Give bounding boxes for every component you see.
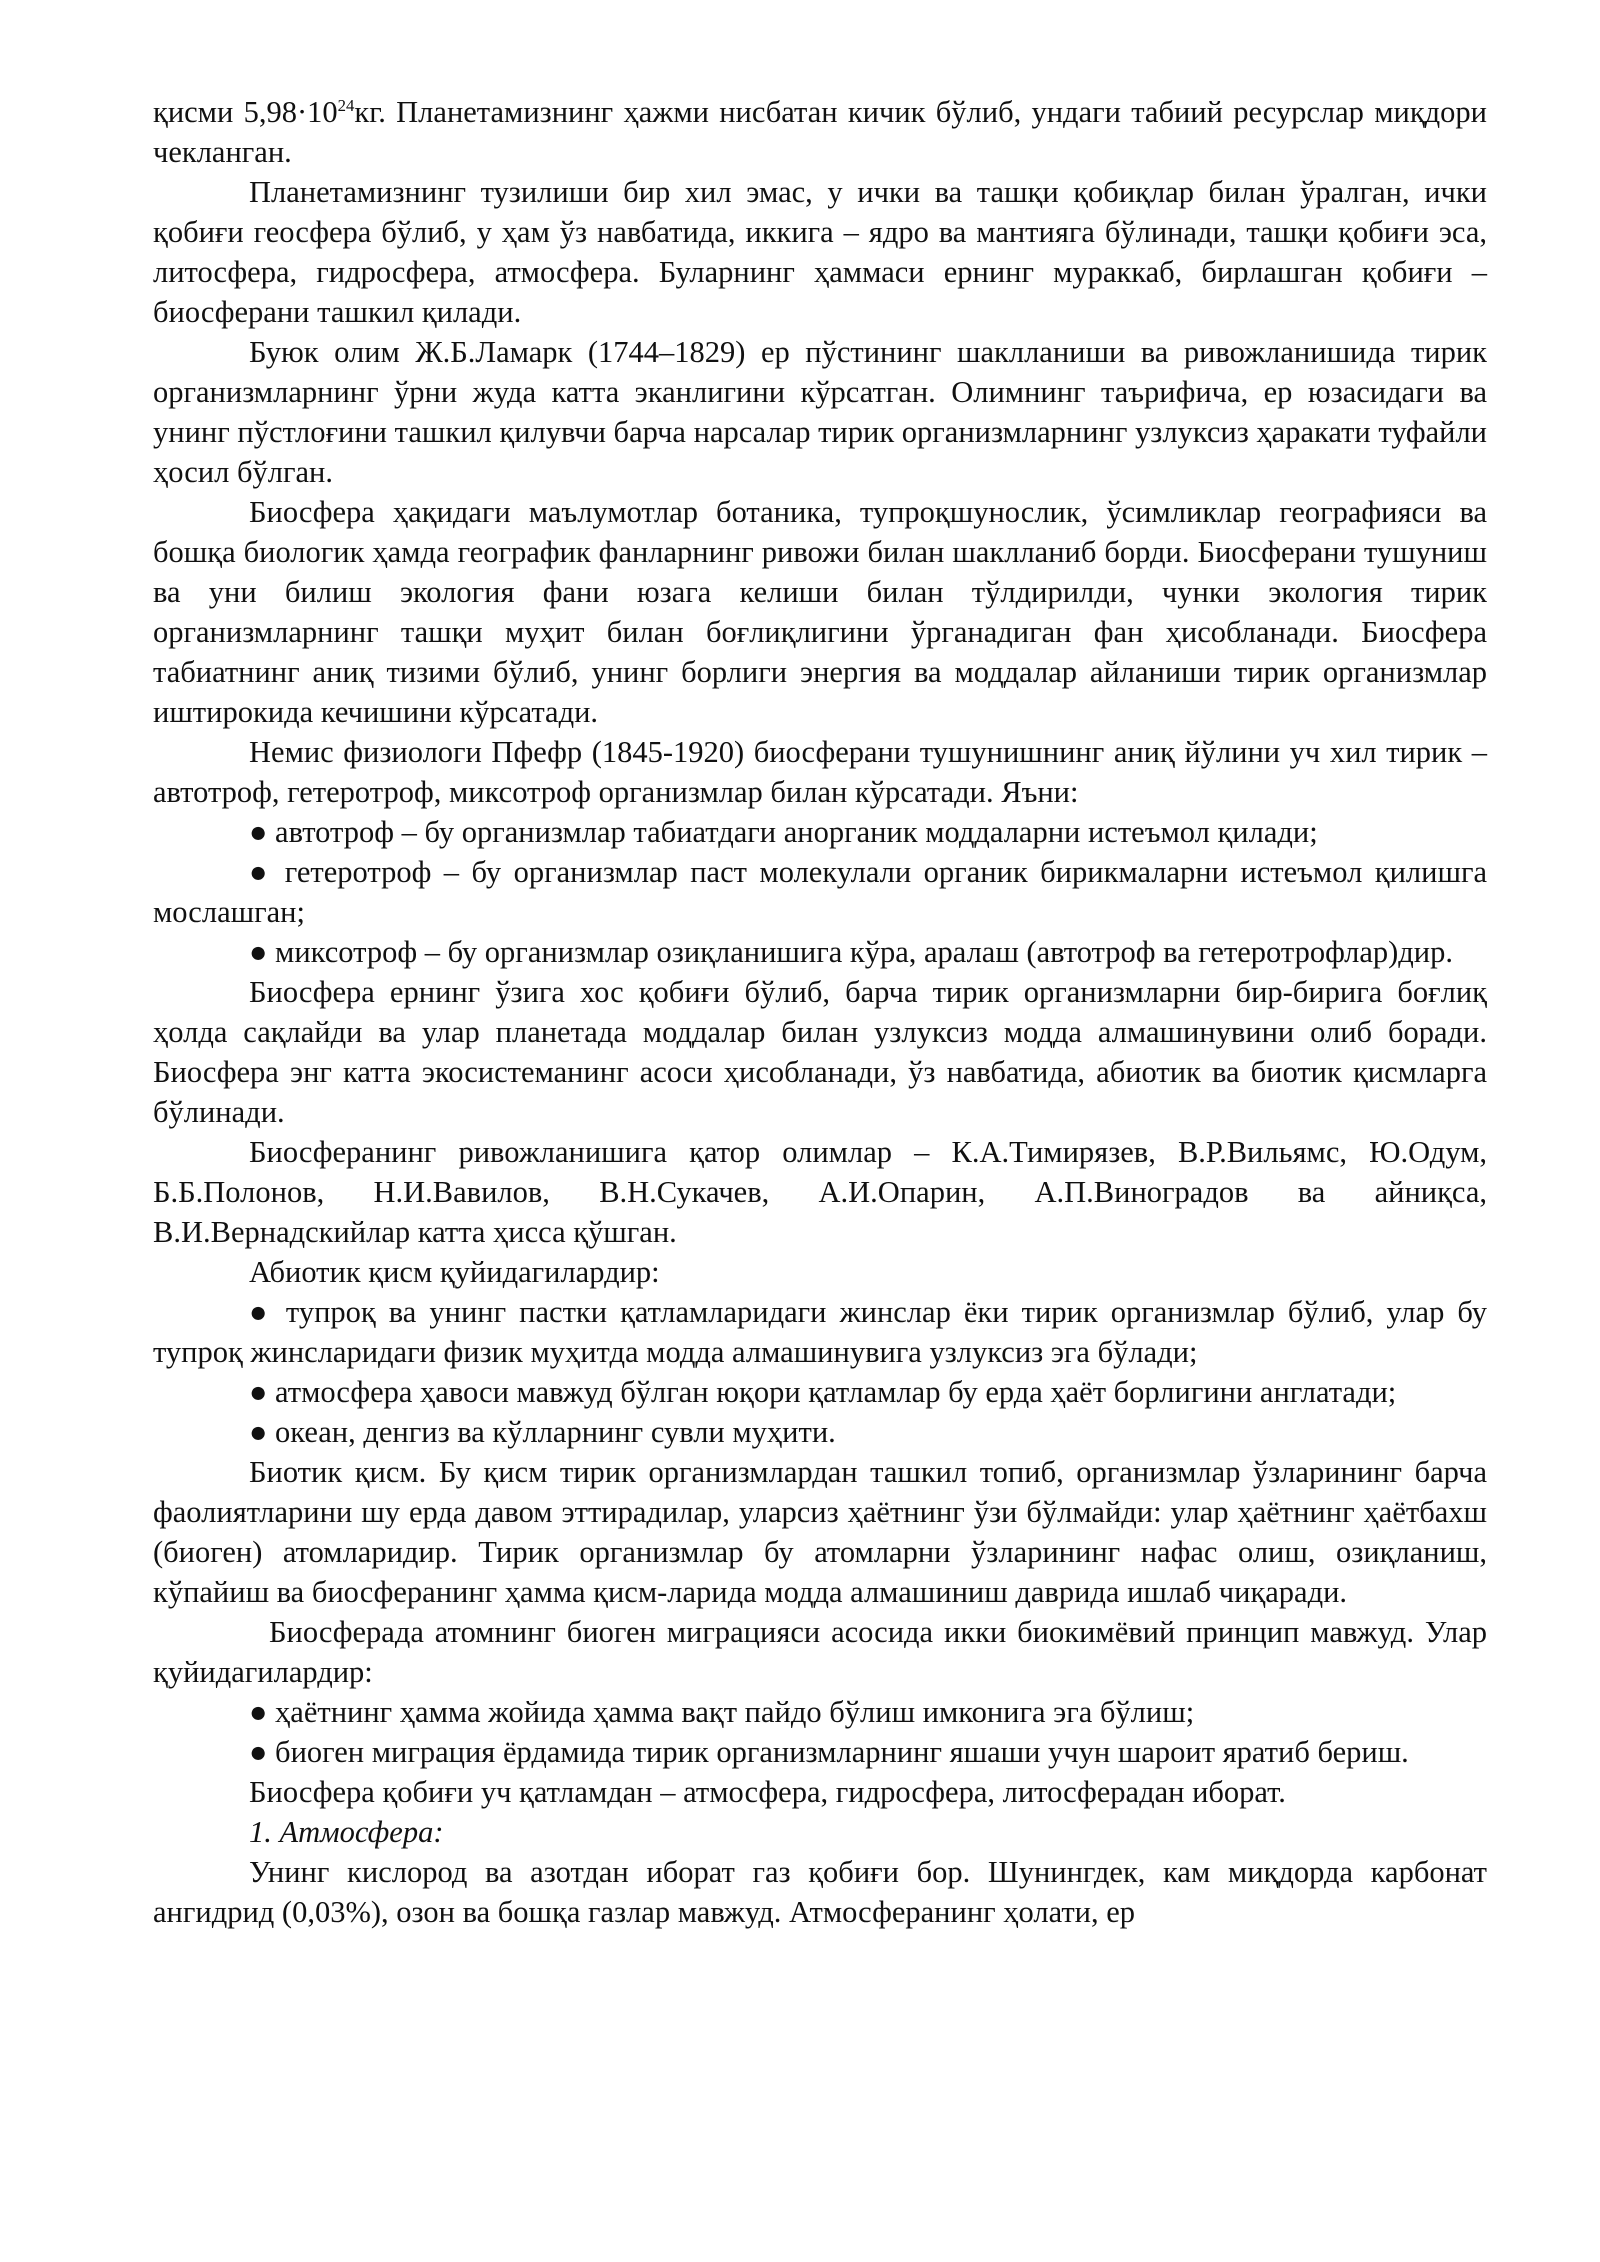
paragraph-scientists: Биосферанинг ривожланишига қатор олимлар – К.А.Тимирязев, В.Р.Вильямс, Ю.Одум, Б.Б.Полонов, Н.И.Вавилов, В.Н.Сукачев, А.И.Опарин, А.П.Виноградов ва айниқса, В.И.Вернадскийлар катта ҳисса қўшган.	[153, 1135, 1487, 1249]
paragraph-biotic: Биотик қисм. Бу қисм тирик организмлардан ташкил топиб, организмлар ўзларининг барча фаолиятларини шу ерда давом эттирадилар, уларсиз ҳаётнинг ўзи бўлмайди: улар ҳаётнинг ҳаётбахш (биоген) атомларидир. Тирик организмлар бу атомларни ўзларининг нафас олиш, озиқланиш, кўпайиш ва биосферанинг ҳамма қисм-ларида модда алмашиниш даврида ишлаб чиқаради.	[153, 1455, 1487, 1609]
bullet-atmosphere-air: ● атмосфера ҳавоси мавжуд бўлган юқори қатламлар бу ерда ҳаёт борлигини англатади;	[249, 1375, 1397, 1409]
paragraph-opening	[153, 92, 1487, 172]
paragraph-lamarck: Буюк олим Ж.Б.Ламарк (1744–1829) ер пўстининг шаклланиши ва ривожланишида тирик организмларнинг ўрни жуда катта эканлигини кўрсатган. Олимнинг таърифича, ер юзасидаги ва унинг пўстлоғини ташкил қилувчи барча нарсалар тирик организмларнинг узлуксиз ҳаракати туфайли ҳосил бўлган.	[153, 335, 1487, 489]
bullet-autotroph: ● автотроф – бу организмлар табиатдаги анорганик моддаларни истеъмол қилади;	[249, 815, 1318, 849]
paragraph-abiotic-heading: Абиотик қисм қуйидагилардир:	[249, 1255, 660, 1289]
paragraph-three-layers: Биосфера қобиғи уч қатламдан – атмосфера, гидросфера, литосферадан иборат.	[249, 1775, 1286, 1809]
document-body	[153, 92, 1487, 1932]
paragraph-atmosphere: Унинг кислород ва азотдан иборат газ қобиғи бор. Шунингдек, кам миқдорда карбонат ангидрид (0,03%), озон ва бошқа газлар мавжуд. Атмосферанинг ҳолати, ер	[153, 1855, 1487, 1929]
section-heading-atmosphere: 1. Атмосфера:	[249, 1815, 444, 1849]
bullet-mixotroph: ● миксотроф – бу организмлар озиқланишига кўра, аралаш (автотроф ва гетеротрофлар)дир.	[249, 935, 1453, 969]
paragraph-biogen-migration: Биосферада атомнинг биоген миграцияси асосида икки биокимёвий принцип мавжуд. Улар қуйидагилардир:	[153, 1615, 1487, 1689]
paragraph-biosphere-shell: Биосфера ернинг ўзига хос қобиғи бўлиб, барча тирик организмларни бир-бирига боғлиқ ҳолда сақлайди ва улар планетада моддалар билан узлуксиз модда алмашинувини олиб боради. Биосфера энг катта экосистеманинг асоси ҳисобланади, ўз навбатида, абиотик ва биотик қисмларга бўлинади.	[153, 975, 1487, 1129]
bullet-ocean: ● океан, денгиз ва кўлларнинг сувли муҳити.	[249, 1415, 836, 1449]
paragraph-biosphere-info: Биосфера ҳақидаги маълумотлар ботаника, тупроқшунослик, ўсимликлар географияси ва бошқа биологик ҳамда географик фанларнинг ривожи билан шаклланиб борди. Биосферани тушуниш ва уни билиш экология фани юзага келиши билан тўлдирилди, чунки экология тирик организмларнинг ташқи муҳит билан боғлиқлигини ўрганадиган фан ҳисобланади. Биосфера табиатнинг аниқ тизими бўлиб, унинг борлиги энергия ва моддалар айланиши тирик организмлар иштирокида кечишини кўрсатади.	[153, 495, 1487, 729]
bullet-soil: ● тупроқ ва унинг пастки қатламларидаги жинслар ёки тирик организмлар бўлиб, улар бу тупроқ жинсларидаги физик муҳитда модда алмашинувига узлуксиз эга бўлади;	[153, 1295, 1487, 1369]
paragraph-planet-structure: Планетамизнинг тузилиши бир хил эмас, у ички ва ташқи қобиқлар билан ўралган, ички қобиғи геосфера бўлиб, у ҳам ўз навбатида, иккига – ядро ва мантияга бўлинади, ташқи қобиғи эса, литосфера, гидросфера, атмосфера. Буларнинг ҳаммаси ернинг мураккаб, бирлашган қобиғи – биосферани ташкил қилади.	[153, 175, 1487, 329]
opening-text-prefix: қисми 5,98·10	[153, 95, 338, 129]
bullet-heterotroph: ● гетеротроф – бу организмлар паст молекулали органик бирикмаларни истеъмол қилишга мослашган;	[153, 855, 1487, 929]
opening-text-suffix: кг. Планетамизнинг ҳажми нисбатан кичик бўлиб, ундаги табиий ресурслар миқдори чекланган.	[153, 95, 1487, 169]
paragraph-pfefr: Немис физиологи Пфефр (1845-1920) биосферани тушунишнинг аниқ йўлини уч хил тирик – автотроф, гетеротроф, миксотроф организмлар билан кўрсатади. Яъни:	[153, 735, 1487, 809]
exponent: 24	[337, 95, 355, 115]
bullet-migration-conditions: ● биоген миграция ёрдамида тирик организмларнинг яшаши учун шароит яратиб бериш.	[249, 1735, 1409, 1769]
bullet-life-everywhere: ● ҳаётнинг ҳамма жойида ҳамма вақт пайдо бўлиш имконига эга бўлиш;	[249, 1695, 1195, 1729]
